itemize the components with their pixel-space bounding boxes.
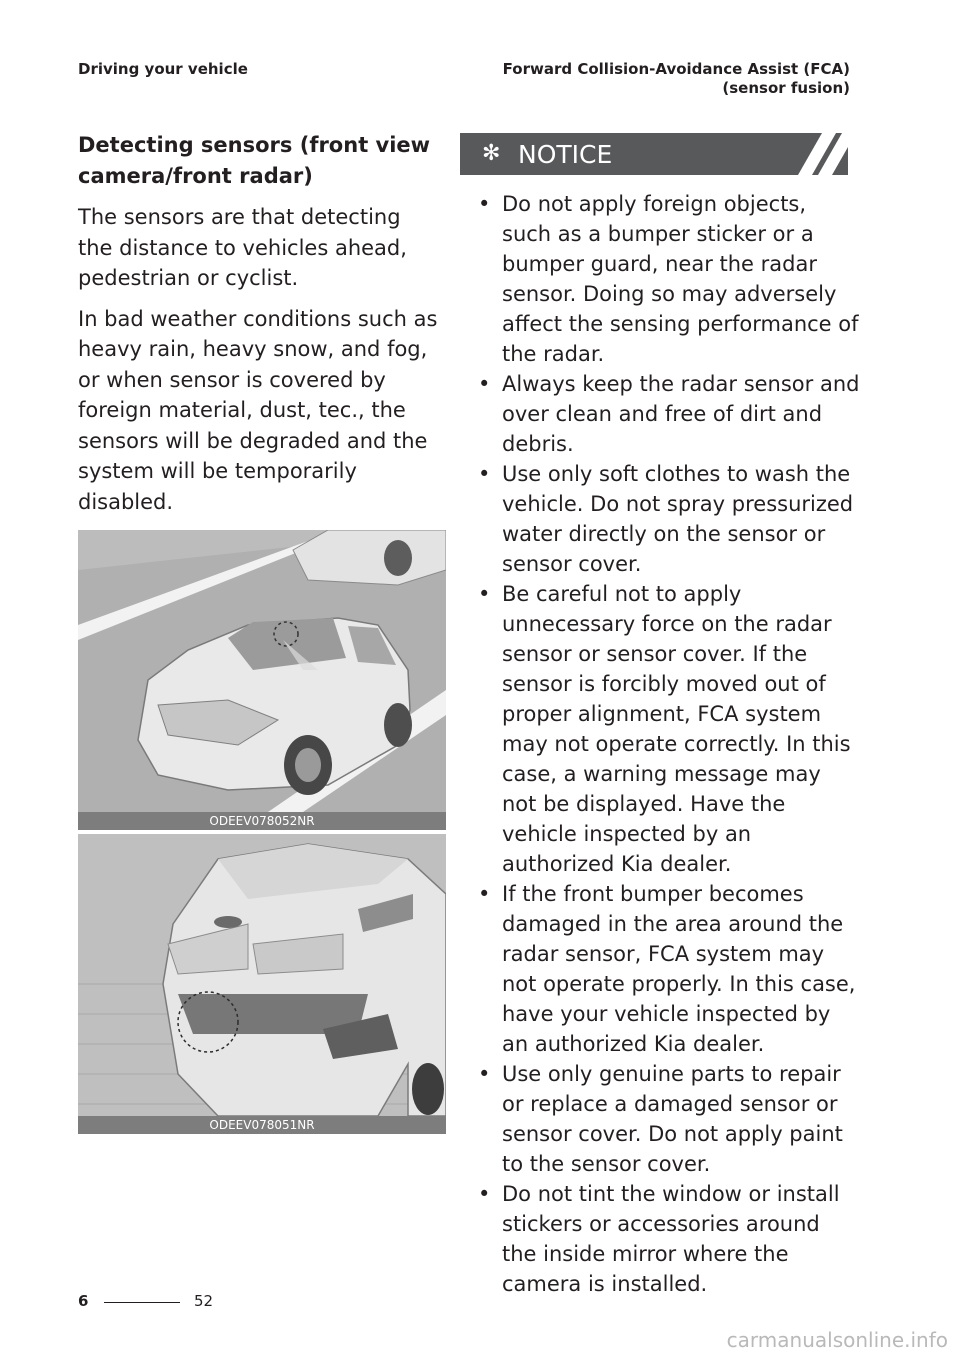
footer-divider: [104, 1302, 180, 1303]
notice-item: [460, 1059, 860, 1179]
notice-item: [460, 189, 860, 369]
notice-item-text: Be careful not to apply unnecessary force on the radar sensor or sensor cover. If the sensor is forcibly moved out of proper alignment, FCA system may not operate correctly. In this case, a warning message may not be displayed. Have the vehicle inspected by an authorized Kia dealer.: [502, 582, 851, 876]
figure-front-camera: [78, 530, 446, 830]
watermark[interactable]: carmanualsonline.info: [726, 1328, 948, 1352]
bumper-closeup-illustration: [78, 834, 446, 1116]
figure-front-radar: [78, 834, 446, 1134]
notice-item: [460, 579, 860, 879]
chapter-number: 6: [78, 1292, 89, 1310]
page-number: 52: [194, 1292, 214, 1310]
bullet-dot: •: [478, 462, 491, 486]
notice-list: [460, 189, 860, 1299]
section-title: Detecting sensors (front view camera/front radar): [78, 133, 431, 188]
running-header-chapter: Driving your vehicle: [78, 60, 248, 78]
figure-code: ODEEV078051NR: [78, 1116, 446, 1134]
paragraph-bad-weather: In bad weather conditions such as heavy rain, heavy snow, and fog, or when sensor is covered by foreign material, dust, tec., the sensors will be degraded and the system will be temporarily disabled.: [78, 306, 438, 514]
notice-item: [460, 369, 860, 459]
notice-item-text: If the front bumper becomes damaged in the area around the radar sensor, FCA system may not operate properly. In this case, have your vehicle inspected by an authorized Kia dealer.: [502, 882, 856, 1056]
bullet-dot: •: [478, 192, 491, 216]
left-column: [78, 130, 440, 568]
notice-asterisk-icon: ✻: [482, 141, 501, 166]
bullet-dot: •: [478, 582, 491, 606]
notice-item-text: Do not tint the window or install stickers or accessories around the inside mirror where the camera is installed.: [502, 1182, 840, 1296]
running-header-section: Forward Collision-Avoidance Assist (FCA) (sensor fusion): [502, 60, 850, 97]
notice-item: [460, 879, 860, 1059]
notice-item: [460, 459, 860, 579]
notice-box: [460, 133, 860, 1299]
notice-item-text: Use only genuine parts to repair or replace a damaged sensor or sensor cover. Do not apply paint to the sensor cover.: [502, 1062, 843, 1176]
paragraph-sensors: The sensors are that detecting the distance to vehicles ahead, pedestrian or cyclist.: [78, 205, 407, 290]
figure-code: ODEEV078052NR: [78, 812, 446, 830]
notice-item-text: Use only soft clothes to wash the vehicle. Do not spray pressurized water directly on the sensor or sensor cover.: [502, 462, 854, 576]
notice-label: NOTICE: [518, 140, 613, 169]
bullet-dot: •: [478, 1182, 491, 1206]
bullet-dot: •: [478, 882, 491, 906]
bullet-dot: •: [478, 1062, 491, 1086]
notice-item: [460, 1179, 860, 1299]
notice-item-text: Always keep the radar sensor and over clean and free of dirt and debris.: [502, 372, 860, 456]
car-road-illustration: [78, 530, 446, 812]
notice-stripes-icon: [778, 133, 848, 175]
notice-item-text: Do not apply foreign objects, such as a bumper sticker or a bumper guard, near the radar sensor. Doing so may adversely affect the sensing performance of the radar.: [502, 192, 859, 366]
notice-header: [460, 133, 848, 175]
bullet-dot: •: [478, 372, 491, 396]
